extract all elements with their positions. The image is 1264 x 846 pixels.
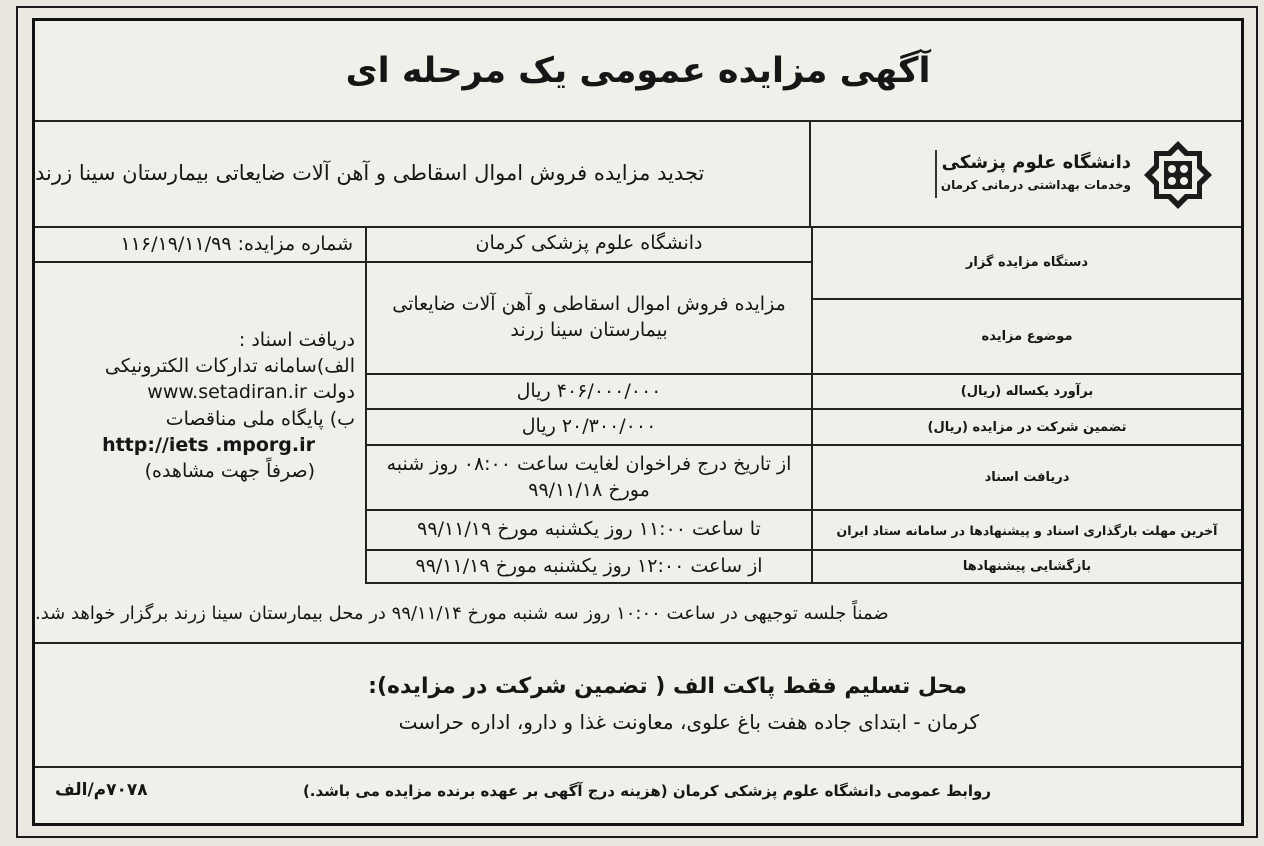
auction-subject-heading: تجدید مزایده فروش اموال اسقاطی و آهن آلات ضایعاتی بیمارستان سینا زرند [35, 161, 705, 185]
university-emblem-icon [1143, 140, 1213, 210]
label-upload-deadline: آخرین مهلت بارگذاری اسناد و پیشنهادها در سامانه ستاد ایران [811, 511, 1241, 551]
delivery-address: کرمان - ابتدای جاده هفت باغ علوی، معاونت غذا و دارو، اداره حراست [398, 710, 979, 734]
label-bid-opening: بازگشایی پیشنهادها [811, 551, 1241, 584]
documents-heading: دریافت اسناد : [238, 329, 355, 351]
source-a-label: الف)سامانه تدارکات الکترونیکی [104, 355, 355, 378]
auction-number: شماره مزایده: ۱۱۶/۱۹/۱۱/۹۹ [35, 226, 365, 263]
public-relations-credit: روابط عمومی دانشگاه علوم پزشکی کرمان (هزینه درج آگهی بر عهده برنده مزایده می باشد.) [302, 782, 991, 800]
notice-code: ۷۰۷۸م/الف [55, 780, 148, 800]
label-annual-estimate: برآورد یکساله (ریال) [811, 375, 1241, 410]
label-subject: موضوع مزایده [811, 300, 1241, 375]
label-auctioneer: دستگاه مزایده گزار [811, 226, 1241, 300]
briefing-session-note: ضمناً جلسه توجیهی در ساعت ۱۰:۰۰ روز سه شنبه مورخ ۹۹/۱۱/۱۴ در محل بیمارستان سینا زرند برگزار خواهد شد. [35, 584, 1241, 644]
delivery-heading: محل تسلیم فقط پاکت الف ( تضمین شرکت در مزایده): [368, 674, 967, 699]
notice-frame [32, 18, 1244, 826]
label-document-receipt: دریافت اسناد [811, 446, 1241, 511]
label-participation-guarantee: تضمین شرکت در مزایده (ریال) [811, 410, 1241, 446]
organization-name: دانشگاه علوم پزشکی [941, 152, 1131, 173]
organization-logo-cell [809, 120, 1241, 226]
source-b-label: ب) پایگاه ملی مناقصات [165, 407, 355, 430]
view-only-note: (صرفاً جهت مشاهده) [144, 460, 315, 483]
source-a-line [41, 379, 355, 405]
header-row [35, 120, 1241, 228]
value-document-receipt: از تاریخ درج فراخوان لغایت ساعت ۰۸:۰۰ روز شنبه مورخ ۹۹/۱۱/۱۸ [365, 446, 811, 511]
delivery-section [35, 644, 1241, 768]
value-auctioneer: دانشگاه علوم پزشکی کرمان [365, 226, 811, 263]
iets-link[interactable]: http://iets .mporg.ir [102, 433, 315, 456]
value-bid-opening: از ساعت ۱۲:۰۰ روز یکشنبه مورخ ۹۹/۱۱/۱۹ [365, 551, 811, 584]
value-subject: مزایده فروش اموال اسقاطی و آهن آلات ضایعاتی بیمارستان سینا زرند [365, 263, 811, 375]
organization-subtitle: وخدمات بهداشتی درمانی کرمان [940, 178, 1131, 192]
setadiran-link[interactable]: www.setadiran.ir [147, 381, 307, 404]
value-participation-guarantee: ۲۰/۳۰۰/۰۰۰ ریال [365, 410, 811, 446]
notice-title: آگهی مزایده عمومی یک مرحله ای [35, 21, 1241, 122]
auction-details-table [35, 226, 1241, 584]
value-annual-estimate: ۴۰۶/۰۰۰/۰۰۰ ریال [365, 375, 811, 410]
source-a-label-2: دولت [312, 381, 355, 404]
footer [35, 766, 1241, 823]
newspaper-clipping [16, 6, 1258, 838]
document-sources [35, 263, 365, 584]
value-upload-deadline: تا ساعت ۱۱:۰۰ روز یکشنبه مورخ ۹۹/۱۱/۱۹ [365, 511, 811, 551]
logo-divider [935, 150, 937, 198]
